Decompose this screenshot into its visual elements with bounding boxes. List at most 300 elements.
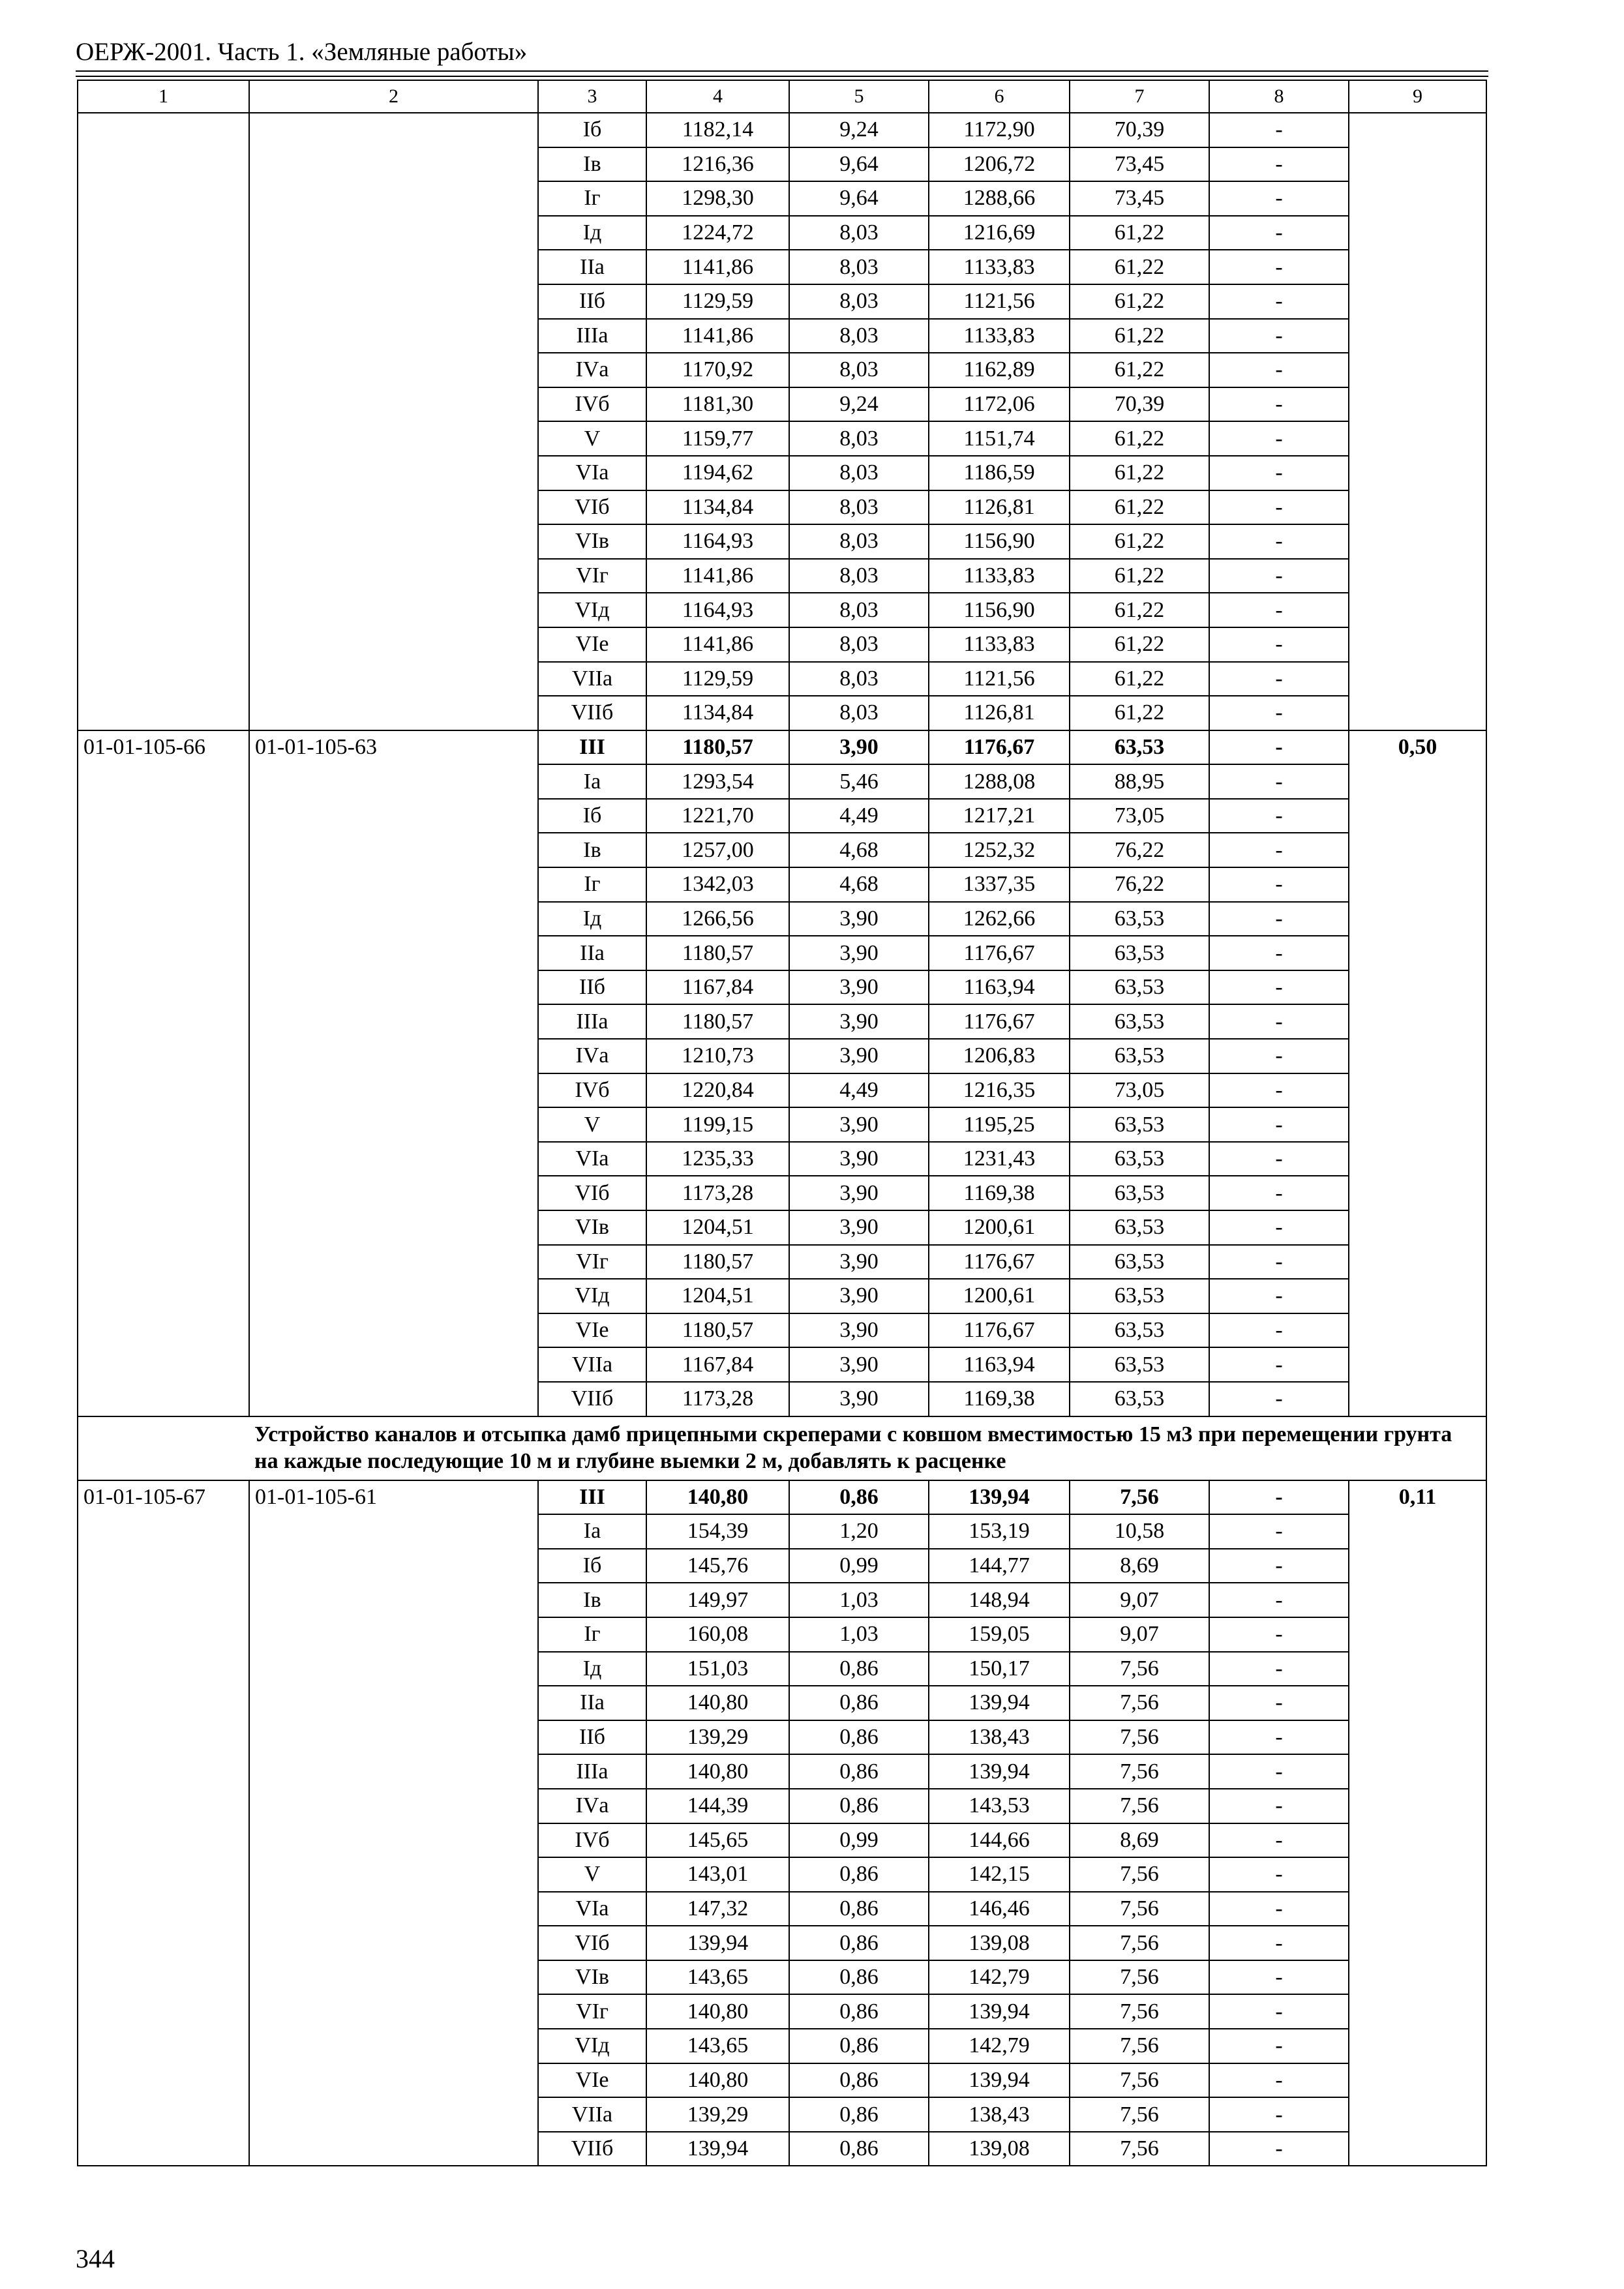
soil-group-cell: VIд xyxy=(538,2029,646,2063)
soil-group-cell: IIб xyxy=(538,970,646,1005)
labor-cost-cell: 0,86 xyxy=(789,1480,929,1515)
soil-group-cell: Iг xyxy=(538,1617,646,1652)
operator-pay-cell: 61,22 xyxy=(1070,490,1209,525)
direct-cost-cell: 1293,54 xyxy=(646,764,789,799)
direct-cost-cell: 1180,57 xyxy=(646,1313,789,1348)
machine-cost-cell: 1126,81 xyxy=(929,696,1070,730)
machine-cost-cell: 1206,72 xyxy=(929,147,1070,182)
operator-pay-cell: 7,56 xyxy=(1070,2097,1209,2132)
operator-pay-cell: 7,56 xyxy=(1070,1686,1209,1720)
machine-cost-cell: 1172,90 xyxy=(929,113,1070,147)
machine-cost-cell: 1156,90 xyxy=(929,524,1070,559)
operator-pay-cell: 63,53 xyxy=(1070,730,1209,765)
machine-cost-cell: 1206,83 xyxy=(929,1039,1070,1073)
machine-cost-cell: 1176,67 xyxy=(929,1245,1070,1279)
soil-group-cell: Iв xyxy=(538,147,646,182)
labor-cost-cell: 3,90 xyxy=(789,1107,929,1142)
operator-pay-cell: 7,56 xyxy=(1070,1994,1209,2029)
coefficient-cell: 0,11 xyxy=(1349,1480,1486,2166)
direct-cost-cell: 140,80 xyxy=(646,1480,789,1515)
labor-cost-cell: 1,20 xyxy=(789,1514,929,1549)
direct-cost-cell: 1180,57 xyxy=(646,936,789,970)
materials-cell: - xyxy=(1209,1514,1349,1549)
soil-group-cell: IVа xyxy=(538,353,646,387)
direct-cost-cell: 1129,59 xyxy=(646,284,789,319)
materials-cell: - xyxy=(1209,1382,1349,1416)
labor-cost-cell: 1,03 xyxy=(789,1583,929,1617)
materials-cell: - xyxy=(1209,1142,1349,1176)
soil-group-cell: VIе xyxy=(538,2063,646,2098)
labor-cost-cell: 0,86 xyxy=(789,1857,929,1892)
machine-cost-cell: 1288,66 xyxy=(929,181,1070,216)
materials-cell: - xyxy=(1209,216,1349,250)
operator-pay-cell: 63,53 xyxy=(1070,1279,1209,1313)
soil-group-cell: Iв xyxy=(538,833,646,867)
machine-cost-cell: 139,94 xyxy=(929,1754,1070,1789)
direct-cost-cell: 1298,30 xyxy=(646,181,789,216)
labor-cost-cell: 0,86 xyxy=(789,1754,929,1789)
direct-cost-cell: 140,80 xyxy=(646,1754,789,1789)
materials-cell: - xyxy=(1209,559,1349,593)
machine-cost-cell: 1200,61 xyxy=(929,1279,1070,1313)
table-row xyxy=(78,1480,1486,1515)
materials-cell: - xyxy=(1209,627,1349,662)
labor-cost-cell: 8,03 xyxy=(789,490,929,525)
soil-group-cell: Iб xyxy=(538,1549,646,1583)
materials-cell: - xyxy=(1209,2029,1349,2063)
labor-cost-cell: 3,90 xyxy=(789,1347,929,1382)
labor-cost-cell: 5,46 xyxy=(789,764,929,799)
materials-cell: - xyxy=(1209,1892,1349,1926)
machine-cost-cell: 139,08 xyxy=(929,1926,1070,1960)
soil-group-cell: Iв xyxy=(538,1583,646,1617)
direct-cost-cell: 1224,72 xyxy=(646,216,789,250)
materials-cell: - xyxy=(1209,2132,1349,2166)
soil-group-cell: VIа xyxy=(538,1892,646,1926)
soil-group-cell: III xyxy=(538,1480,646,1515)
materials-cell: - xyxy=(1209,1245,1349,1279)
operator-pay-cell: 7,56 xyxy=(1070,1754,1209,1789)
labor-cost-cell: 0,86 xyxy=(789,1789,929,1823)
operator-pay-cell: 8,69 xyxy=(1070,1549,1209,1583)
direct-cost-cell: 1266,56 xyxy=(646,902,789,936)
machine-cost-cell: 1133,83 xyxy=(929,559,1070,593)
labor-cost-cell: 8,03 xyxy=(789,319,929,353)
soil-group-cell: V xyxy=(538,421,646,456)
operator-pay-cell: 61,22 xyxy=(1070,593,1209,627)
machine-cost-cell: 1176,67 xyxy=(929,1313,1070,1348)
machine-cost-cell: 148,94 xyxy=(929,1583,1070,1617)
materials-cell: - xyxy=(1209,456,1349,490)
column-number: 6 xyxy=(929,80,1070,113)
machine-cost-cell: 1169,38 xyxy=(929,1382,1070,1416)
direct-cost-cell: 139,94 xyxy=(646,1926,789,1960)
rate-code-cell: 01-01-105-67 xyxy=(78,1480,249,2166)
materials-cell: - xyxy=(1209,1720,1349,1755)
machine-cost-cell: 138,43 xyxy=(929,2097,1070,2132)
soil-group-cell: Iа xyxy=(538,764,646,799)
direct-cost-cell: 160,08 xyxy=(646,1617,789,1652)
soil-group-cell: Iа xyxy=(538,1514,646,1549)
labor-cost-cell: 0,86 xyxy=(789,1686,929,1720)
machine-cost-cell: 139,08 xyxy=(929,2132,1070,2166)
machine-cost-cell: 139,94 xyxy=(929,1994,1070,2029)
operator-pay-cell: 88,95 xyxy=(1070,764,1209,799)
materials-cell: - xyxy=(1209,833,1349,867)
soil-group-cell: IVа xyxy=(538,1039,646,1073)
soil-group-cell: IIб xyxy=(538,284,646,319)
materials-cell: - xyxy=(1209,1857,1349,1892)
soil-group-cell: Iд xyxy=(538,902,646,936)
direct-cost-cell: 1180,57 xyxy=(646,1245,789,1279)
soil-group-cell: IIа xyxy=(538,936,646,970)
soil-group-cell: IVб xyxy=(538,387,646,422)
column-number: 9 xyxy=(1349,80,1486,113)
operator-pay-cell: 73,05 xyxy=(1070,1073,1209,1108)
materials-cell: - xyxy=(1209,250,1349,284)
materials-cell: - xyxy=(1209,1583,1349,1617)
labor-cost-cell: 9,64 xyxy=(789,181,929,216)
materials-cell: - xyxy=(1209,593,1349,627)
direct-cost-cell: 139,29 xyxy=(646,1720,789,1755)
operator-pay-cell: 63,53 xyxy=(1070,1176,1209,1210)
materials-cell: - xyxy=(1209,799,1349,833)
operator-pay-cell: 63,53 xyxy=(1070,1382,1209,1416)
operator-pay-cell: 70,39 xyxy=(1070,113,1209,147)
materials-cell: - xyxy=(1209,1073,1349,1108)
operator-pay-cell: 61,22 xyxy=(1070,284,1209,319)
column-number: 5 xyxy=(789,80,929,113)
labor-cost-cell: 8,03 xyxy=(789,696,929,730)
machine-cost-cell: 1262,66 xyxy=(929,902,1070,936)
machine-cost-cell: 144,66 xyxy=(929,1823,1070,1858)
direct-cost-cell: 1221,70 xyxy=(646,799,789,833)
machine-cost-cell: 1133,83 xyxy=(929,250,1070,284)
operator-pay-cell: 10,58 xyxy=(1070,1514,1209,1549)
materials-cell: - xyxy=(1209,490,1349,525)
machine-cost-cell: 1231,43 xyxy=(929,1142,1070,1176)
machine-cost-cell: 142,15 xyxy=(929,1857,1070,1892)
direct-cost-cell: 1173,28 xyxy=(646,1176,789,1210)
materials-cell: - xyxy=(1209,181,1349,216)
materials-cell: - xyxy=(1209,1210,1349,1245)
labor-cost-cell: 8,03 xyxy=(789,593,929,627)
materials-cell: - xyxy=(1209,1754,1349,1789)
soil-group-cell: IIIа xyxy=(538,319,646,353)
soil-group-cell: VIв xyxy=(538,524,646,559)
machine-cost-cell: 139,94 xyxy=(929,2063,1070,2098)
labor-cost-cell: 4,68 xyxy=(789,867,929,902)
operator-pay-cell: 9,07 xyxy=(1070,1583,1209,1617)
base-rate-code-cell xyxy=(249,113,538,730)
machine-cost-cell: 1156,90 xyxy=(929,593,1070,627)
soil-group-cell: IIIа xyxy=(538,1004,646,1039)
direct-cost-cell: 1342,03 xyxy=(646,867,789,902)
soil-group-cell: VIб xyxy=(538,490,646,525)
operator-pay-cell: 61,22 xyxy=(1070,627,1209,662)
direct-cost-cell: 1141,86 xyxy=(646,250,789,284)
operator-pay-cell: 73,45 xyxy=(1070,147,1209,182)
materials-cell: - xyxy=(1209,867,1349,902)
labor-cost-cell: 4,68 xyxy=(789,833,929,867)
direct-cost-cell: 1220,84 xyxy=(646,1073,789,1108)
operator-pay-cell: 61,22 xyxy=(1070,456,1209,490)
labor-cost-cell: 1,03 xyxy=(789,1617,929,1652)
operator-pay-cell: 61,22 xyxy=(1070,216,1209,250)
labor-cost-cell: 4,49 xyxy=(789,1073,929,1108)
materials-cell: - xyxy=(1209,1107,1349,1142)
materials-cell: - xyxy=(1209,353,1349,387)
direct-cost-cell: 1257,00 xyxy=(646,833,789,867)
operator-pay-cell: 63,53 xyxy=(1070,1039,1209,1073)
operator-pay-cell: 61,22 xyxy=(1070,250,1209,284)
direct-cost-cell: 145,76 xyxy=(646,1549,789,1583)
materials-cell: - xyxy=(1209,387,1349,422)
document-header-title: ОЕРЖ-2001. Часть 1. «Земляные работы» xyxy=(76,38,528,66)
materials-cell: - xyxy=(1209,1823,1349,1858)
materials-cell: - xyxy=(1209,764,1349,799)
direct-cost-cell: 144,39 xyxy=(646,1789,789,1823)
machine-cost-cell: 1288,08 xyxy=(929,764,1070,799)
labor-cost-cell: 4,49 xyxy=(789,799,929,833)
materials-cell: - xyxy=(1209,421,1349,456)
labor-cost-cell: 8,03 xyxy=(789,284,929,319)
soil-group-cell: VIIа xyxy=(538,1347,646,1382)
machine-cost-cell: 1162,89 xyxy=(929,353,1070,387)
soil-group-cell: VIб xyxy=(538,1926,646,1960)
materials-cell: - xyxy=(1209,1176,1349,1210)
machine-cost-cell: 146,46 xyxy=(929,1892,1070,1926)
machine-cost-cell: 142,79 xyxy=(929,2029,1070,2063)
direct-cost-cell: 140,80 xyxy=(646,1994,789,2029)
soil-group-cell: Iг xyxy=(538,867,646,902)
operator-pay-cell: 7,56 xyxy=(1070,2063,1209,2098)
labor-cost-cell: 0,99 xyxy=(789,1823,929,1858)
column-number: 1 xyxy=(78,80,249,113)
direct-cost-cell: 1199,15 xyxy=(646,1107,789,1142)
direct-cost-cell: 1210,73 xyxy=(646,1039,789,1073)
materials-cell: - xyxy=(1209,970,1349,1005)
machine-cost-cell: 1121,56 xyxy=(929,284,1070,319)
direct-cost-cell: 154,39 xyxy=(646,1514,789,1549)
labor-cost-cell: 0,86 xyxy=(789,1994,929,2029)
direct-cost-cell: 1164,93 xyxy=(646,593,789,627)
operator-pay-cell: 63,53 xyxy=(1070,1313,1209,1348)
machine-cost-cell: 139,94 xyxy=(929,1686,1070,1720)
operator-pay-cell: 63,53 xyxy=(1070,902,1209,936)
materials-cell: - xyxy=(1209,1686,1349,1720)
operator-pay-cell: 7,56 xyxy=(1070,2132,1209,2166)
soil-group-cell: Iб xyxy=(538,113,646,147)
operator-pay-cell: 76,22 xyxy=(1070,867,1209,902)
operator-pay-cell: 61,22 xyxy=(1070,559,1209,593)
column-numbers-row xyxy=(78,80,1486,113)
direct-cost-cell: 139,94 xyxy=(646,2132,789,2166)
labor-cost-cell: 0,86 xyxy=(789,1720,929,1755)
page-number: 344 xyxy=(76,2244,115,2273)
direct-cost-cell: 139,29 xyxy=(646,2097,789,2132)
direct-cost-cell: 1180,57 xyxy=(646,730,789,765)
machine-cost-cell: 142,79 xyxy=(929,1960,1070,1995)
operator-pay-cell: 61,22 xyxy=(1070,319,1209,353)
labor-cost-cell: 3,90 xyxy=(789,730,929,765)
labor-cost-cell: 0,86 xyxy=(789,1652,929,1686)
coefficient-cell: 0,50 xyxy=(1349,730,1486,1416)
direct-cost-cell: 149,97 xyxy=(646,1583,789,1617)
header-rule-bottom xyxy=(76,76,1488,77)
labor-cost-cell: 0,86 xyxy=(789,2132,929,2166)
machine-cost-cell: 144,77 xyxy=(929,1549,1070,1583)
soil-group-cell: Iд xyxy=(538,216,646,250)
direct-cost-cell: 1194,62 xyxy=(646,456,789,490)
direct-cost-cell: 151,03 xyxy=(646,1652,789,1686)
operator-pay-cell: 7,56 xyxy=(1070,1926,1209,1960)
direct-cost-cell: 140,80 xyxy=(646,2063,789,2098)
machine-cost-cell: 139,94 xyxy=(929,1480,1070,1515)
labor-cost-cell: 3,90 xyxy=(789,936,929,970)
materials-cell: - xyxy=(1209,696,1349,730)
materials-cell: - xyxy=(1209,524,1349,559)
operator-pay-cell: 70,39 xyxy=(1070,387,1209,422)
operator-pay-cell: 73,05 xyxy=(1070,799,1209,833)
column-number: 3 xyxy=(538,80,646,113)
materials-cell: - xyxy=(1209,1617,1349,1652)
direct-cost-cell: 1182,14 xyxy=(646,113,789,147)
materials-cell: - xyxy=(1209,730,1349,765)
machine-cost-cell: 1176,67 xyxy=(929,936,1070,970)
soil-group-cell: VIг xyxy=(538,1245,646,1279)
base-rate-code-cell: 01-01-105-63 xyxy=(249,730,538,1416)
labor-cost-cell: 3,90 xyxy=(789,1245,929,1279)
soil-group-cell: Iд xyxy=(538,1652,646,1686)
direct-cost-cell: 147,32 xyxy=(646,1892,789,1926)
labor-cost-cell: 8,03 xyxy=(789,456,929,490)
materials-cell: - xyxy=(1209,319,1349,353)
labor-cost-cell: 0,86 xyxy=(789,1892,929,1926)
labor-cost-cell: 8,03 xyxy=(789,524,929,559)
materials-cell: - xyxy=(1209,662,1349,696)
machine-cost-cell: 1121,56 xyxy=(929,662,1070,696)
operator-pay-cell: 63,53 xyxy=(1070,1245,1209,1279)
machine-cost-cell: 159,05 xyxy=(929,1617,1070,1652)
soil-group-cell: VIд xyxy=(538,593,646,627)
direct-cost-cell: 1235,33 xyxy=(646,1142,789,1176)
labor-cost-cell: 3,90 xyxy=(789,1279,929,1313)
soil-group-cell: VIIб xyxy=(538,2132,646,2166)
soil-group-cell: IIIа xyxy=(538,1754,646,1789)
labor-cost-cell: 0,86 xyxy=(789,1960,929,1995)
column-number: 4 xyxy=(646,80,789,113)
direct-cost-cell: 1141,86 xyxy=(646,559,789,593)
base-rate-code-cell: 01-01-105-61 xyxy=(249,1480,538,2166)
direct-cost-cell: 1141,86 xyxy=(646,319,789,353)
rate-code-cell xyxy=(78,113,249,730)
operator-pay-cell: 61,22 xyxy=(1070,662,1209,696)
direct-cost-cell: 1167,84 xyxy=(646,970,789,1005)
labor-cost-cell: 8,03 xyxy=(789,353,929,387)
rates-table-body xyxy=(78,80,1486,2166)
operator-pay-cell: 7,56 xyxy=(1070,1892,1209,1926)
machine-cost-cell: 1216,69 xyxy=(929,216,1070,250)
section-heading-blank-cell xyxy=(78,1416,249,1480)
operator-pay-cell: 73,45 xyxy=(1070,181,1209,216)
labor-cost-cell: 9,24 xyxy=(789,113,929,147)
machine-cost-cell: 1126,81 xyxy=(929,490,1070,525)
labor-cost-cell: 3,90 xyxy=(789,970,929,1005)
direct-cost-cell: 143,65 xyxy=(646,2029,789,2063)
labor-cost-cell: 8,03 xyxy=(789,559,929,593)
direct-cost-cell: 1167,84 xyxy=(646,1347,789,1382)
machine-cost-cell: 1186,59 xyxy=(929,456,1070,490)
materials-cell: - xyxy=(1209,1347,1349,1382)
labor-cost-cell: 0,86 xyxy=(789,1926,929,1960)
labor-cost-cell: 3,90 xyxy=(789,1039,929,1073)
operator-pay-cell: 61,22 xyxy=(1070,524,1209,559)
direct-cost-cell: 1141,86 xyxy=(646,627,789,662)
operator-pay-cell: 63,53 xyxy=(1070,1107,1209,1142)
direct-cost-cell: 1164,93 xyxy=(646,524,789,559)
soil-group-cell: V xyxy=(538,1107,646,1142)
materials-cell: - xyxy=(1209,1279,1349,1313)
soil-group-cell: VIв xyxy=(538,1960,646,1995)
operator-pay-cell: 63,53 xyxy=(1070,1347,1209,1382)
table-row xyxy=(78,113,1486,147)
labor-cost-cell: 0,86 xyxy=(789,2029,929,2063)
materials-cell: - xyxy=(1209,1549,1349,1583)
column-number: 7 xyxy=(1070,80,1209,113)
materials-cell: - xyxy=(1209,113,1349,147)
machine-cost-cell: 1169,38 xyxy=(929,1176,1070,1210)
soil-group-cell: VIIб xyxy=(538,1382,646,1416)
machine-cost-cell: 1252,32 xyxy=(929,833,1070,867)
rate-code-cell: 01-01-105-66 xyxy=(78,730,249,1416)
materials-cell: - xyxy=(1209,147,1349,182)
materials-cell: - xyxy=(1209,1480,1349,1515)
operator-pay-cell: 7,56 xyxy=(1070,1857,1209,1892)
machine-cost-cell: 1176,67 xyxy=(929,1004,1070,1039)
operator-pay-cell: 7,56 xyxy=(1070,1960,1209,1995)
soil-group-cell: Iг xyxy=(538,181,646,216)
direct-cost-cell: 1134,84 xyxy=(646,490,789,525)
machine-cost-cell: 1195,25 xyxy=(929,1107,1070,1142)
materials-cell: - xyxy=(1209,1960,1349,1995)
soil-group-cell: Iб xyxy=(538,799,646,833)
machine-cost-cell: 1217,21 xyxy=(929,799,1070,833)
machine-cost-cell: 1163,94 xyxy=(929,1347,1070,1382)
machine-cost-cell: 143,53 xyxy=(929,1789,1070,1823)
direct-cost-cell: 1180,57 xyxy=(646,1004,789,1039)
labor-cost-cell: 0,86 xyxy=(789,2097,929,2132)
labor-cost-cell: 3,90 xyxy=(789,1382,929,1416)
materials-cell: - xyxy=(1209,1313,1349,1348)
machine-cost-cell: 1176,67 xyxy=(929,730,1070,765)
soil-group-cell: V xyxy=(538,1857,646,1892)
section-heading-row xyxy=(78,1416,1486,1480)
labor-cost-cell: 3,90 xyxy=(789,1210,929,1245)
machine-cost-cell: 1216,35 xyxy=(929,1073,1070,1108)
column-number: 2 xyxy=(249,80,538,113)
operator-pay-cell: 7,56 xyxy=(1070,1480,1209,1515)
operator-pay-cell: 63,53 xyxy=(1070,1210,1209,1245)
direct-cost-cell: 140,80 xyxy=(646,1686,789,1720)
operator-pay-cell: 61,22 xyxy=(1070,421,1209,456)
machine-cost-cell: 138,43 xyxy=(929,1720,1070,1755)
labor-cost-cell: 8,03 xyxy=(789,421,929,456)
labor-cost-cell: 0,86 xyxy=(789,2063,929,2098)
operator-pay-cell: 9,07 xyxy=(1070,1617,1209,1652)
operator-pay-cell: 61,22 xyxy=(1070,696,1209,730)
operator-pay-cell: 63,53 xyxy=(1070,970,1209,1005)
